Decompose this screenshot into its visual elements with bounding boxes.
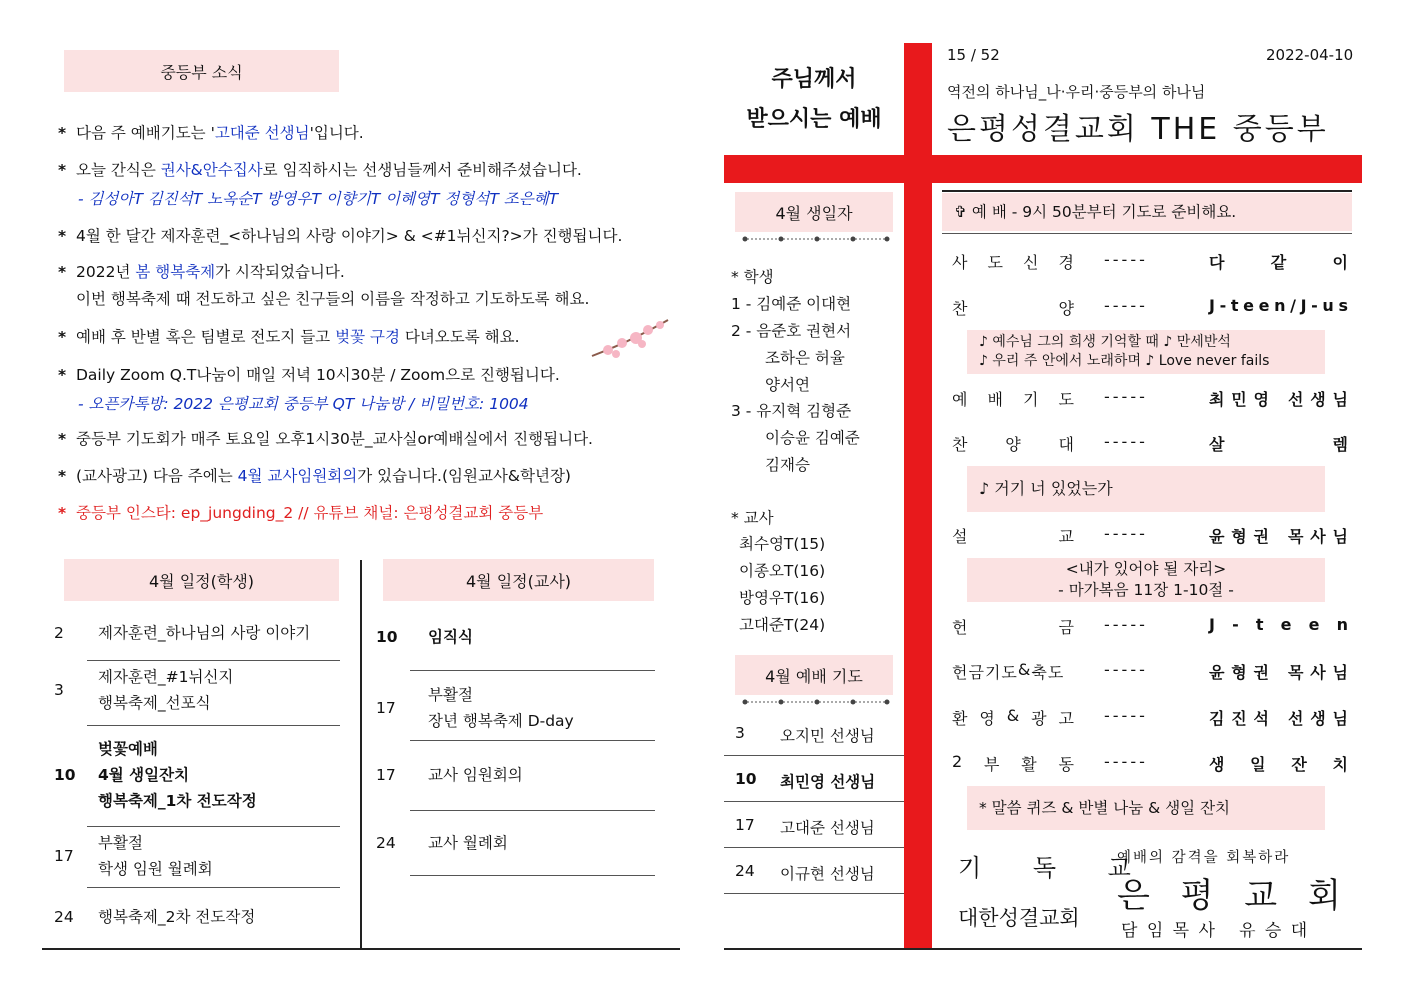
order-leader: J - t e e n / J - u s — [1209, 296, 1348, 315]
order-label: 설 교 — [952, 527, 1074, 546]
order-label: 찬 양 대 — [952, 435, 1074, 454]
bullet-star: * — [58, 227, 67, 245]
schedule-rule — [87, 725, 340, 726]
news-item — [58, 429, 593, 449]
right-bottom-rule — [724, 948, 1362, 950]
order-dashes: ----- — [1104, 296, 1148, 315]
footer-motto: 예배의 감격을 회복하라 — [1117, 850, 1291, 866]
teachers-label: * 교사 — [731, 509, 774, 527]
order-dashes: ----- — [1104, 615, 1148, 634]
bullet-star: * — [58, 467, 67, 485]
news-text: 중등부 기도회가 매주 토요일 오후1시30분_교사실or예배실에서 진행됩니다. — [76, 430, 593, 448]
order-dashes: ----- — [1104, 660, 1148, 679]
order-leader: 생 일 잔 치 — [1209, 755, 1348, 774]
schedule-day: 24 — [376, 834, 396, 852]
schedule-text: 행복축제_선포식 — [98, 694, 211, 712]
bullet-star: * — [58, 124, 67, 142]
schedule-day: 10 — [54, 766, 76, 784]
prayer-day: 17 — [735, 816, 755, 834]
prayer-day: 3 — [735, 724, 745, 742]
prayer-name: 최민영 선생님 — [780, 773, 876, 791]
issue-date: 2022-04-10 — [1266, 46, 1354, 64]
order-row — [952, 660, 1348, 684]
birthday-student-line: 양서연 — [765, 376, 810, 394]
schedule-day: 2 — [54, 624, 64, 642]
order-label: 찬 양 — [952, 299, 1074, 318]
cross-horizontal — [724, 155, 1362, 183]
order-label: 환 영 & 광 고 — [952, 706, 1074, 728]
schedule-text: 4월 생일잔치 — [98, 766, 190, 784]
worship-title: 주님께서 받으시는 예배 — [746, 67, 882, 132]
schedule-row — [376, 830, 656, 856]
birthday-student-line: 조하은 허율 — [765, 349, 845, 367]
news-text: 가 시작되었습니다. — [215, 263, 345, 281]
schedule-row — [376, 762, 656, 788]
subtitle: 역전의 하나님_나·우리·중등부의 하나님 — [947, 83, 1206, 101]
prayer-day: 10 — [735, 770, 757, 788]
order-leader: 다 같 이 — [1209, 253, 1348, 272]
news-text: 중등부 인스타: ep_jungding_2 // 유튜브 채널: 은평성결교회 중등부 — [76, 504, 544, 522]
footer-pastor: 담 임 목 사 유 승 대 — [1121, 921, 1310, 941]
schedule-row — [54, 620, 339, 646]
schedule-divider — [360, 560, 362, 949]
order-row — [952, 752, 1348, 776]
news-text: 4월 교사임원회의 — [237, 467, 358, 485]
cherry-blossom-icon — [588, 316, 672, 360]
students-label: * 학생 — [731, 268, 774, 286]
order-dashes: ----- — [1104, 250, 1148, 269]
order-dashes: ----- — [1104, 706, 1148, 725]
birthday-teacher-line: 최수영T(15) — [739, 535, 826, 553]
schedule-row — [54, 904, 339, 930]
bullet-star: * — [58, 430, 67, 448]
birthday-student-line: 2 - 음준호 권현서 — [731, 322, 852, 340]
order-row — [952, 706, 1348, 730]
schedule-day: 17 — [376, 766, 396, 784]
church-title: 은평성결교회 THE 중등부 — [947, 112, 1329, 147]
prayer-rule — [724, 847, 904, 848]
schedule-day: 17 — [376, 699, 396, 717]
news-text: 다음 주 예배기도는 ' — [76, 124, 215, 142]
order-label: 사 도 신 경 — [952, 253, 1074, 272]
news-item — [58, 466, 571, 486]
order-label: 예 배 기 도 — [952, 390, 1074, 409]
schedule-row — [54, 664, 339, 716]
order-dashes: ----- — [1104, 524, 1148, 543]
schedule-rule — [87, 826, 340, 827]
order-header-rule — [942, 233, 1352, 234]
schedule-row — [54, 830, 339, 882]
order-header: ✞ 예 배 - 9시 50분부터 기도로 준비해요. — [942, 193, 1352, 231]
news-text: (교사광고) 다음 주에는 — [76, 467, 238, 485]
news-item — [58, 327, 520, 347]
bullet-star: * — [58, 366, 67, 384]
order-dashes: ----- — [1104, 387, 1148, 406]
news-text: 벚꽃 구경 — [335, 328, 400, 346]
order-leader: 김 진 석 선 생 님 — [1209, 709, 1348, 728]
activity-box: * 말씀 퀴즈 & 반별 나눔 & 생일 잔치 — [967, 786, 1325, 830]
schedule-day: 3 — [54, 681, 64, 699]
dotted-divider — [741, 234, 891, 244]
schedule-rule — [410, 810, 655, 811]
news-item — [58, 262, 345, 282]
news-text: 가 있습니다.(임원교사&학년장) — [357, 467, 571, 485]
order-row — [952, 432, 1348, 456]
order-dashes: ----- — [1104, 432, 1148, 451]
schedule-text: 벚꽃예배 — [98, 740, 158, 758]
order-dashes: ----- — [1104, 752, 1148, 771]
schedule-day: 24 — [54, 908, 74, 926]
order-label: 헌 금 — [952, 618, 1074, 637]
schedule-text: 교사 월례회 — [428, 834, 508, 852]
schedule-text: 행복축제_2차 전도작정 — [98, 908, 256, 926]
birthday-student-line: 김재승 — [765, 456, 810, 474]
schedule-row — [376, 682, 656, 734]
news-sub-item: - 오픈카톡방: 2022 은평교회 중등부 QT 나눔방 / 비밀번호: 1004 — [78, 395, 529, 413]
news-text: Daily Zoom Q.T나눔이 매일 저녁 10시30분 / Zoom으로 진행됩니다. — [76, 366, 560, 384]
birthday-teacher-line: 이종오T(16) — [739, 562, 826, 580]
order-top-rule — [942, 190, 1352, 192]
news-text: '입니다. — [309, 124, 364, 142]
schedule-text: 임직식 — [428, 628, 473, 646]
order-label: 2 부 활 동 — [952, 752, 1074, 774]
prayer-day: 24 — [735, 862, 755, 880]
order-leader: J - t e e n — [1209, 615, 1348, 634]
student-schedule-title: 4월 일정(학생) — [64, 559, 339, 601]
prayer-name: 고대준 선생님 — [780, 819, 875, 837]
footer-denomination: 대한성결교회 — [958, 906, 1080, 930]
news-item — [58, 503, 543, 523]
news-text: 고대준 선생님 — [214, 124, 310, 142]
schedule-text: 장년 행복축제 D-day — [428, 712, 574, 730]
news-text: 2022년 — [76, 263, 136, 281]
prayer-title: 4월 예배 기도 — [735, 655, 893, 695]
news-text: 예배 후 반별 혹은 팀별로 전도지 들고 — [76, 328, 336, 346]
prayer-name: 이규현 선생님 — [780, 865, 875, 883]
schedule-text: 행복축제_1차 전도작정 — [98, 792, 257, 810]
prayer-rule — [724, 893, 904, 894]
schedule-text: 부활절 — [428, 686, 473, 704]
order-leader: 윤 형 권 목 사 님 — [1209, 663, 1348, 682]
bullet-star: * — [58, 161, 67, 179]
bullet-star: * — [58, 504, 67, 522]
news-sub-item: - 김성아T 김진석T 노옥순T 방영우T 이향기T 이혜영T 정형석T 조은혜T — [78, 190, 559, 208]
news-text: 권사&안수집사 — [160, 161, 263, 179]
left-bottom-rule — [42, 948, 680, 950]
prayer-rule — [724, 755, 904, 756]
choir-song: ♪ 거기 너 있었는가 — [967, 466, 1325, 512]
birthday-student-line: 이승윤 김예준 — [765, 429, 860, 447]
dotted-divider — [741, 697, 891, 707]
schedule-text: 학생 임원 월례회 — [98, 860, 213, 878]
order-row — [952, 387, 1348, 411]
issue-number: 15 / 52 — [947, 46, 1000, 64]
order-row — [952, 296, 1348, 320]
news-text: 오늘 간식은 — [76, 161, 161, 179]
news-title: 중등부 소식 — [64, 50, 339, 92]
order-leader: 살 렘 — [1209, 435, 1348, 454]
schedule-rule — [410, 875, 655, 876]
news-text: 로 임직하시는 선생님들께서 준비해주셨습니다. — [262, 161, 582, 179]
footer-christian: 기 독 교 — [958, 854, 1153, 882]
news-item-line2: 이번 행복축제 때 전도하고 싶은 친구들의 이름을 작정하고 기도하도록 해요. — [76, 290, 590, 308]
order-row — [952, 250, 1348, 274]
birthday-student-line: 1 - 김예준 이대현 — [731, 295, 852, 313]
schedule-text: 제자훈련_#1뉘신지 — [98, 668, 234, 686]
footer-church-name: 은 평 교 회 — [1117, 876, 1351, 916]
schedule-day: 17 — [54, 847, 74, 865]
schedule-rule — [87, 887, 340, 888]
schedule-rule — [87, 660, 340, 661]
prayer-name: 오지민 선생님 — [780, 727, 875, 745]
news-item — [58, 365, 560, 385]
schedule-text: 교사 임원회의 — [428, 766, 523, 784]
schedule-text: 부활절 — [98, 834, 143, 852]
news-text: 다녀오도록 해요. — [399, 328, 520, 346]
news-item — [58, 123, 364, 143]
order-row — [952, 615, 1348, 639]
schedule-row — [54, 736, 339, 814]
schedule-text: 제자훈련_하나님의 사랑 이야기 — [98, 624, 311, 642]
praise-songs: ♪ 예수님 그의 희생 기억할 때 ♪ 만세반석 ♪ 우리 주 안에서 노래하며 ♪ Love never fails — [967, 330, 1325, 374]
teacher-schedule-title: 4월 일정(교사) — [383, 559, 654, 601]
birthday-student-line: 3 - 유지혁 김형준 — [731, 402, 852, 420]
prayer-rule — [724, 801, 904, 802]
order-leader: 윤 형 권 목 사 님 — [1209, 527, 1348, 546]
news-text: 봄 행복축제 — [135, 263, 216, 281]
bullet-star: * — [58, 328, 67, 346]
order-leader: 최 민 영 선 생 님 — [1209, 390, 1348, 409]
bullet-star: * — [58, 263, 67, 281]
birthday-title: 4월 생일자 — [735, 192, 893, 232]
news-item — [58, 226, 622, 246]
order-row — [952, 524, 1348, 548]
schedule-row — [376, 624, 656, 650]
birthday-teacher-line: 고대준T(24) — [739, 616, 826, 634]
schedule-rule — [410, 670, 655, 671]
schedule-day: 10 — [376, 628, 398, 646]
order-label: 헌 금 기 도 & 축 도 — [952, 660, 1065, 682]
schedule-rule — [410, 740, 655, 741]
news-item — [58, 160, 582, 180]
news-text: 4월 한 달간 제자훈련_<하나님의 사랑 이야기> & <#1뉘신지?>가 진행됩니다. — [76, 227, 623, 245]
birthday-teacher-line: 방영우T(16) — [739, 589, 826, 607]
sermon-box: <내가 있어야 될 자리> - 마가복음 11장 1-10절 - — [967, 558, 1325, 602]
